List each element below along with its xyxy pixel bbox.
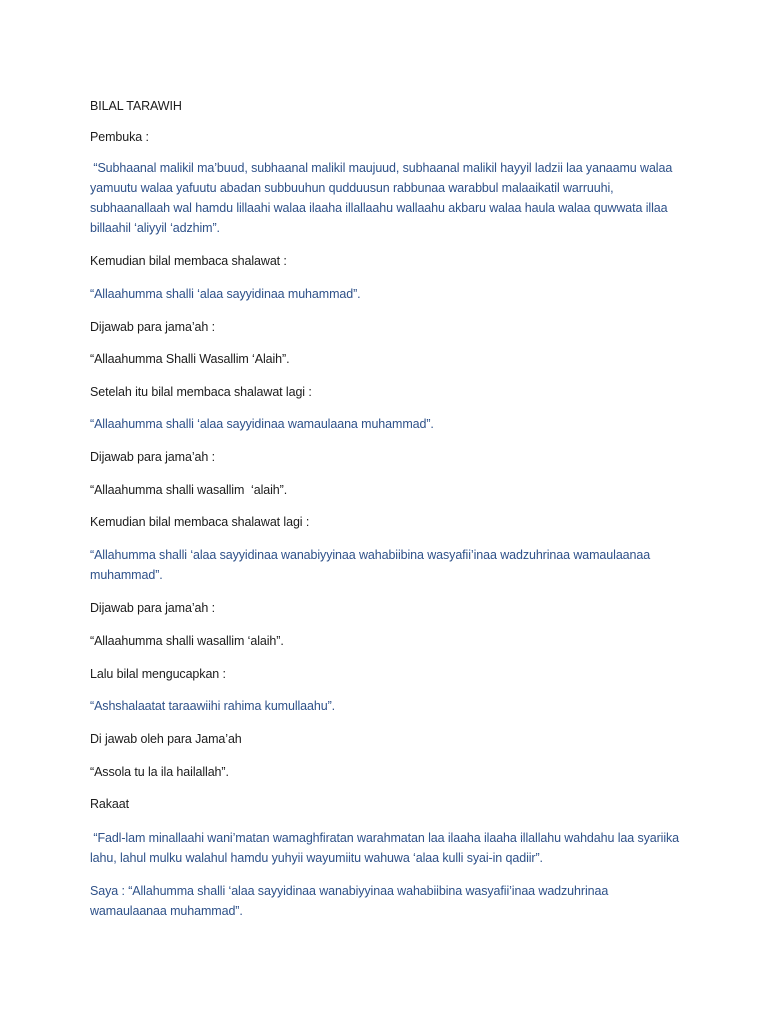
paragraph-shalawat: “Allaahumma shalli ‘alaa sayyidinaa muhammad”. — [90, 287, 361, 301]
paragraph-saya: Saya : “Allahumma shalli ‘alaa sayyidinaa wanabiyyinaa wahabiibina wasyafii’inaa wadzuhrinaa wamaulaanaa muhammad”. — [90, 884, 612, 918]
paragraph-instruction: Dijawab para jama’ah : — [90, 601, 215, 615]
paragraph-response: “Allaahumma shalli wasallim ‘alaih”. — [90, 483, 288, 497]
paragraph-dzikir: “Fadl-lam minallaahi wani’matan wamaghfiratan warahmatan laa ilaaha ilaaha illallahu wahdahu laa syariika lahu, lahul mulku walahul hamdu yuhyii wayumiitu wahuwa ‘alaa kulli syai-in qadiir”. — [90, 831, 683, 865]
document-title: BILAL TARAWIH — [90, 99, 182, 113]
paragraph-shalawat: “Allahumma shalli ‘alaa sayyidinaa wanabiyyinaa wahabiibina wasyafii’inaa wadzuhrinaa wamaulaanaa muhammad”. — [90, 548, 654, 582]
paragraph-shalawat: “Allaahumma shalli ‘alaa sayyidinaa wamaulaana muhammad”. — [90, 417, 434, 431]
paragraph-instruction: Setelah itu bilal membaca shalawat lagi : — [90, 385, 312, 399]
paragraph-pembuka-text: “Subhaanal malikil ma’buud, subhaanal malikil maujuud, subhaanal malikil hayyil ladzii laa yanaamu walaa yamuutu walaa yafuutu abadan subbuuhun qudduusun rabbunaa warabbul malaaikatil warruuhi, subhaanallaah wal hamdu lillaahi walaa ilaaha illallaahu wallaahu akbaru walaa haula walaa quwwata illaa billaahil ‘aliyyil ‘adzhim”. — [90, 161, 676, 235]
paragraph-instruction: Di jawab oleh para Jama’ah — [90, 732, 242, 746]
paragraph-pembuka-label: Pembuka : — [90, 130, 149, 144]
paragraph-instruction: Dijawab para jama’ah : — [90, 320, 215, 334]
paragraph-response: “Allaahumma Shalli Wasallim ‘Alaih”. — [90, 352, 290, 366]
paragraph-instruction: Kemudian bilal membaca shalawat : — [90, 254, 287, 268]
paragraph-response: “Assola tu la ila hailallah”. — [90, 765, 229, 779]
paragraph-instruction: Kemudian bilal membaca shalawat lagi : — [90, 515, 310, 529]
paragraph-section-label: Rakaat — [90, 797, 130, 811]
paragraph-response: “Allaahumma shalli wasallim ‘alaih”. — [90, 634, 284, 648]
paragraph-shalawat: “Ashshalaatat taraawiihi rahima kumullaahu”. — [90, 699, 336, 713]
paragraph-instruction: Lalu bilal mengucapkan : — [90, 667, 226, 681]
paragraph-instruction: Dijawab para jama’ah : — [90, 450, 215, 464]
